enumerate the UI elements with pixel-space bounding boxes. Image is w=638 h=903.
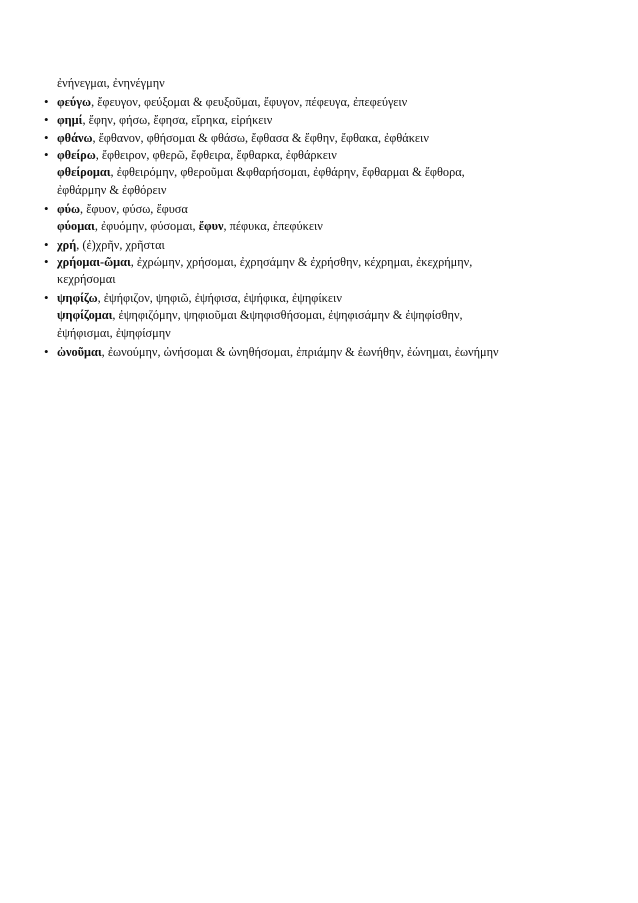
verb-entry-phtheiro (44, 146, 624, 164)
line-text: ἐνήνεγμαι, ἐνηνέγμην (57, 76, 165, 90)
text-line (44, 325, 624, 343)
bullet-icon (44, 200, 57, 219)
verb-entry-pheugo (44, 93, 624, 111)
verb-headword: φθάνω (57, 130, 93, 145)
line-text: ἐψήφισμαι, ἐψηφίσμην (57, 325, 171, 340)
bullet-icon (44, 129, 57, 148)
bullet-icon (44, 146, 57, 165)
verb-subentry-psephizomai (44, 307, 624, 325)
verb-headword: φημί (57, 112, 83, 127)
verb-entry-chre (44, 236, 624, 254)
bullet-icon (44, 111, 57, 130)
principal-parts: , ἔφθειρον, φθερῶ, ἔφθειρα, ἔφθαρκα, ἐφθάρκειν (95, 148, 337, 163)
text-line (44, 271, 624, 289)
verb-headword: χρήομαι-ῶμαι (57, 255, 131, 270)
principal-parts: , ἐψηφιζόμην, ψηφιοῦμαι &ψηφισθήσομαι, ἐψηφισάμην & ἐψηφίσθην, (112, 307, 463, 322)
principal-parts: , ἔφην, φήσω, ἔφησα, εἴρηκα, εἰρήκειν (82, 112, 273, 127)
document-page (44, 75, 624, 361)
verb-subentry-phyomai (44, 218, 624, 236)
line-text: κεχρήσομαι (57, 272, 116, 287)
line-text: ἐφθάρμην & ἐφθόρειν (57, 183, 167, 198)
principal-parts: , πέφυκα, ἐπεφύκειν (223, 218, 323, 233)
bullet-icon (44, 236, 57, 255)
verb-headword: ὠνοῦμαι (57, 344, 102, 359)
text-line (44, 75, 624, 93)
principal-parts: , ἐψήφιζον, ψηφιῶ, ἐψήφισα, ἐψήφικα, ἐψηφίκειν (97, 291, 342, 306)
bullet-icon (44, 93, 57, 112)
verb-entry-phthano (44, 129, 624, 147)
verb-entry-phemi (44, 111, 624, 129)
bullet-icon (44, 343, 57, 362)
verb-headword: χρή (57, 237, 77, 252)
verb-headword: φύομαι (57, 218, 95, 233)
emphasized-form: ἔφυν (198, 218, 224, 233)
verb-headword: ψηφίζομαι (57, 307, 113, 322)
principal-parts: , ἔφυον, φύσω, ἔφυσα (80, 201, 188, 216)
verb-entry-psephizo (44, 289, 624, 307)
principal-parts: , ἔφευγον, φεύξομαι & φευξοῦμαι, ἔφυγον, πέφευγα, ἐπεφεύγειν (91, 94, 408, 109)
verb-headword: φεύγω (57, 94, 92, 109)
verb-entry-chraomai (44, 253, 624, 271)
verb-entry-onoumai (44, 343, 624, 361)
verb-subentry-phtheiromai (44, 164, 624, 182)
verb-headword: φθείρω (57, 148, 96, 163)
principal-parts: , ἐχρώμην, χρήσομαι, ἐχρησάμην & ἐχρήσθην, κέχρημαι, ἐκεχρήμην, (130, 255, 473, 270)
verb-headword: φθείρομαι (57, 165, 111, 180)
text-line (44, 182, 624, 200)
verb-headword: φύω (57, 201, 81, 216)
verb-headword: ψηφίζω (57, 291, 98, 306)
bullet-icon (44, 253, 57, 272)
principal-parts: , ἐφυόμην, φύσομαι, (94, 218, 199, 233)
principal-parts: , (ἐ)χρῆν, χρῆσται (76, 237, 165, 252)
principal-parts: , ἐωνούμην, ὠνήσομαι & ὠνηθήσομαι, ἐπριάμην & ἐωνήθην, ἐώνημαι, ἐωνήμην (101, 344, 499, 359)
principal-parts: , ἐφθειρόμην, φθεροῦμαι &φθαρήσομαι, ἐφθάρην, ἔφθαρμαι & ἔφθορα, (110, 165, 465, 180)
verb-entry-phyo (44, 200, 624, 218)
principal-parts: , ἔφθανον, φθήσομαι & φθάσω, ἔφθασα & ἔφθην, ἔφθακα, ἐφθάκειν (92, 130, 429, 145)
bullet-icon (44, 289, 57, 308)
